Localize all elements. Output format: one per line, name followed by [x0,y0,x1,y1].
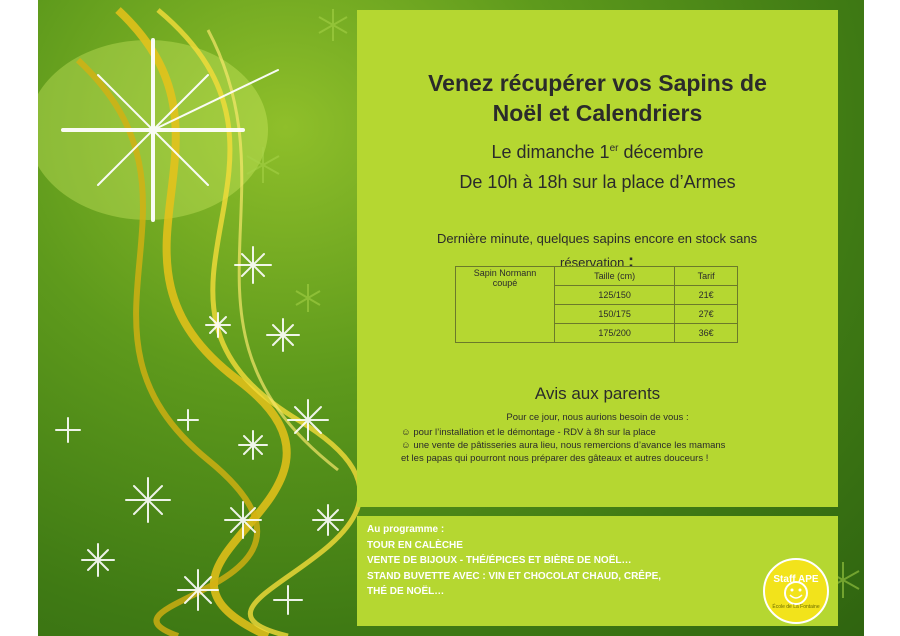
stock-note-line-2: réservation : [560,251,634,271]
event-date [357,142,838,163]
logo-name: Staff APE [773,574,819,585]
size-cell: 150/175 [555,305,675,324]
parents-title: Avis aux parents [534,384,661,403]
staff-ape-logo [763,558,829,624]
date-prefix: Le dimanche 1 [491,142,610,162]
table-header-row [456,267,738,286]
program-item: TOUR EN CALÈCHE [367,539,463,551]
date-superscript: er [609,143,619,154]
logo-subtitle: École de La Fontaine [772,604,820,610]
price-table [455,266,738,343]
program-item: VENTE DE BIJOUX - THÉ/ÉPICES ET BIÈRE DE NOËL… [367,555,632,566]
list-item: ☺ une vente de pâtisseries aura lieu, nous remercions d’avance les mamans [401,440,726,451]
parents-bullets [401,426,821,465]
parents-intro: Pour ce jour, nous aurions besoin de vous : [506,412,689,423]
price-cell: 27€ [675,305,738,324]
event-info-panel [357,10,838,507]
product-line-2: coupé [492,278,518,288]
price-cell: 21€ [675,286,738,305]
event-hours: De 10h à 18h sur la place d’Armes [459,172,736,192]
headline-line-1: Venez récupérer vos Sapins de [428,70,767,96]
headline [357,68,838,128]
stock-note-line-1: Dernière minute, quelques sapins encore en stock sans [436,231,758,246]
product-line-1: Sapin Normann [473,268,537,278]
product-cell [456,267,555,343]
program-item: STAND BUVETTE AVEC : VIN ET CHOCOLAT CHAUD, CRÊPE, [367,570,662,582]
program-heading: Au programme : [367,524,445,535]
stock-note-colon: : [627,251,634,271]
column-header-price: Tarif [675,267,738,286]
column-header-size: Taille (cm) [555,267,675,286]
smiley-icon: ☺ [401,440,411,451]
smiley-logo-icon [765,560,827,622]
size-cell: 175/200 [555,324,675,343]
smiley-icon: ☺ [401,427,411,438]
date-suffix: décembre [618,142,704,162]
program-item: THÉ DE NOËL… [367,586,445,597]
headline-line-2: Noël et Calendriers [492,100,703,126]
program-list [367,522,661,600]
list-item: ☺ pour l’installation et le démontage - RDV à 8h sur la place [401,427,656,438]
price-cell: 36€ [675,324,738,343]
size-cell: 125/150 [555,286,675,305]
list-item-continuation: et les papas qui pourront nous préparer des gâteaux et autres douceurs ! [401,453,709,464]
